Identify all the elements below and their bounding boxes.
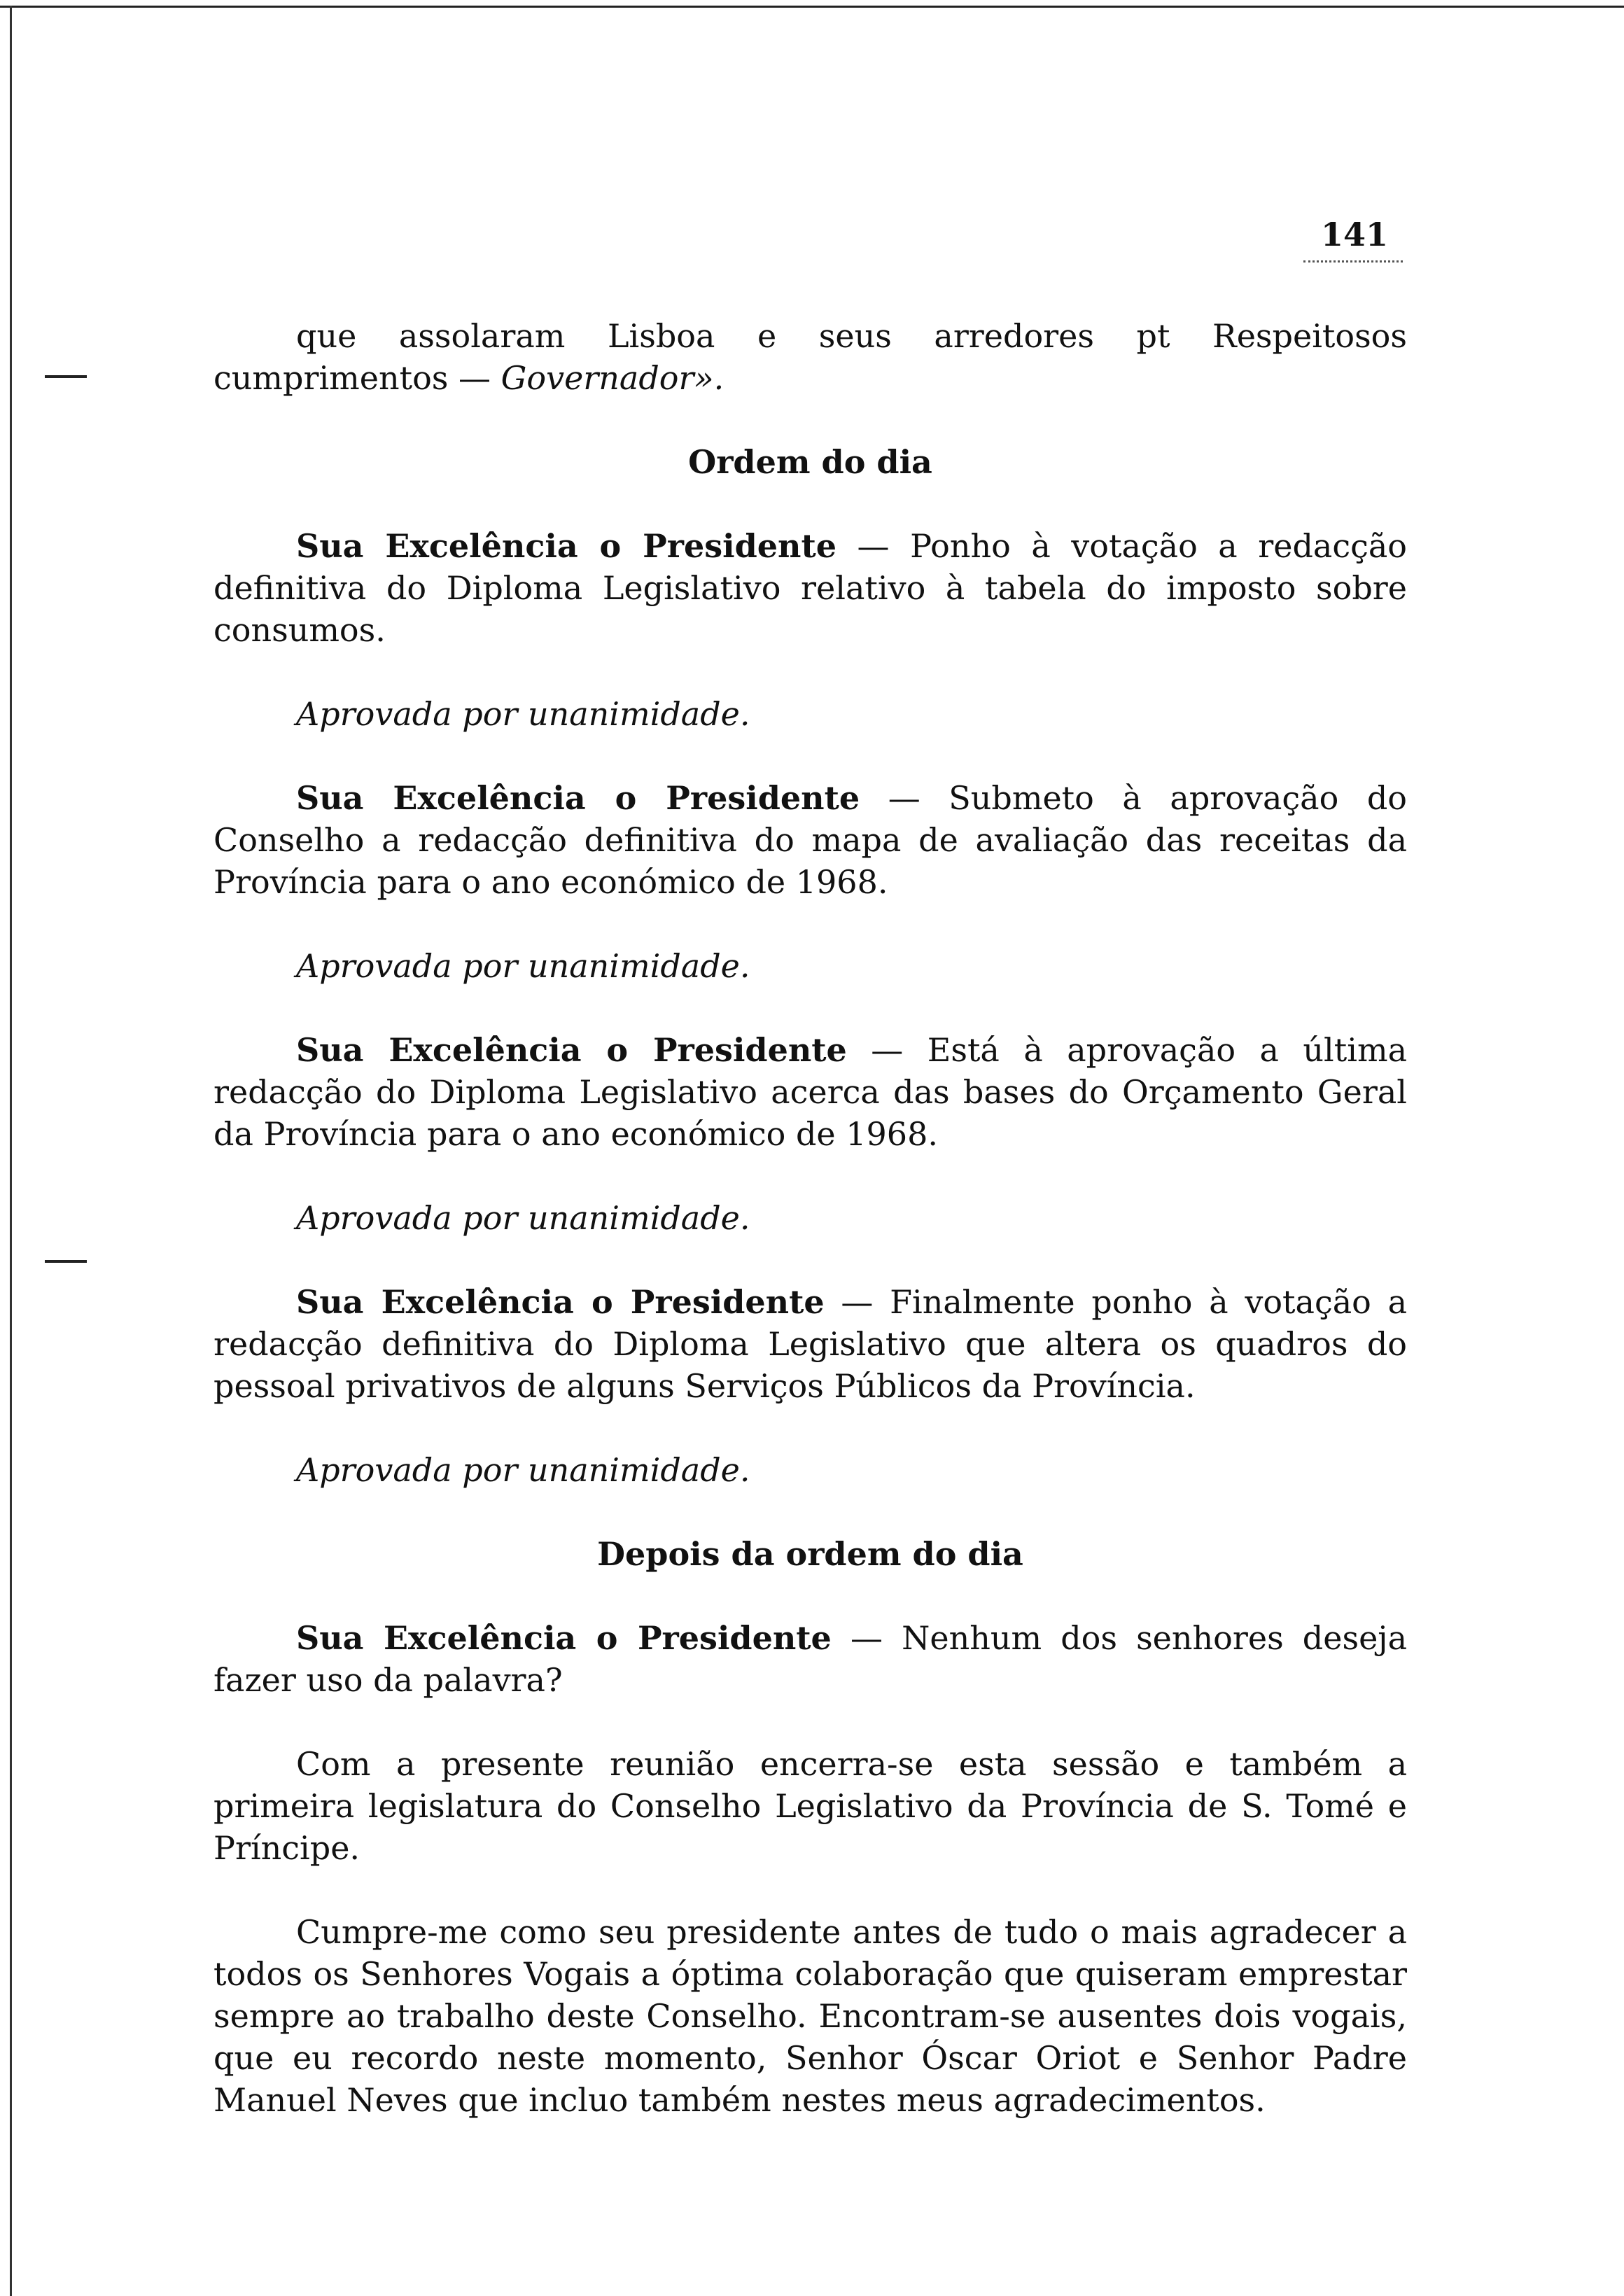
vote-result-1: Aprovada por unanimidade. — [296, 695, 750, 733]
opening-text: que assolaram Lisboa e seus arredores pt Respeitosos cumprimentos — — [214, 317, 1407, 397]
page-number: 141 — [1320, 216, 1389, 253]
speaker-label: Sua Excelência o Presidente — [296, 1031, 847, 1069]
vote-result-2: Aprovada por unanimidade. — [296, 947, 750, 985]
opening-signature: Governador». — [500, 359, 724, 397]
closing-paragraph-2: Cumpre-me como seu presidente antes de tudo o mais agradecer a todos os Senhores Vogais a óptima colaboração que quiseram emprestar sempre ao trabalho deste Conselho. Encontram-se ausentes dois vogais, que eu recordo neste momento, Senhor Óscar Oriot e Senhor Padre Manuel Neves que incluo também nestes meus agradecimentos. — [214, 1913, 1407, 2119]
speech-paragraph-2 — [214, 777, 1407, 903]
heading-depois-da-ordem-do-dia: Depois da ordem do dia — [597, 1535, 1023, 1573]
closing-speech-paragraph — [214, 1617, 1407, 1701]
margin-mark-2 — [45, 1260, 87, 1263]
opening-paragraph — [214, 315, 1407, 399]
speaker-label: Sua Excelência o Presidente — [296, 1283, 825, 1321]
closing-paragraph-1: Com a presente reunião encerra-se esta sessão e também a primeira legislatura do Conselho Legislativo da Província de S. Tomé e Príncipe. — [214, 1745, 1407, 1867]
speech-text: — Está à aprovação a última redacção do Diploma Legislativo acerca das bases do Orçamento Geral da Província para o ano económico de 1968. — [214, 1031, 1407, 1153]
speaker-label: Sua Excelência o Presidente — [296, 779, 860, 817]
page-body — [214, 315, 1407, 2163]
speech-paragraph-4 — [214, 1281, 1407, 1407]
speech-text: — Ponho à votação a redacção definitiva do Diploma Legislativo relativo à tabela do imposto sobre consumos. — [214, 527, 1407, 649]
speaker-label: Sua Excelência o Presidente — [296, 527, 837, 565]
scan-edge-top — [0, 6, 1624, 8]
speech-text: — Nenhum dos senhores deseja fazer uso da palavra? — [214, 1619, 1407, 1699]
vote-result-3: Aprovada por unanimidade. — [296, 1199, 750, 1237]
scan-edge-left — [10, 6, 12, 2296]
page-number-underline — [1303, 260, 1403, 262]
speaker-label: Sua Excelência o Presidente — [296, 1619, 832, 1657]
speech-paragraph-1 — [214, 525, 1407, 651]
speech-text: — Submeto à aprovação do Conselho a redacção definitiva do mapa de avaliação das receitas da Província para o ano económico de 1968. — [214, 779, 1407, 901]
speech-paragraph-3 — [214, 1029, 1407, 1155]
vote-result-4: Aprovada por unanimidade. — [296, 1451, 750, 1489]
speech-text: — Finalmente ponho à votação a redacção definitiva do Diploma Legislativo que altera os quadros do pessoal privativos de alguns Serviços Públicos da Província. — [214, 1283, 1407, 1405]
margin-mark-1 — [45, 375, 87, 378]
heading-ordem-do-dia: Ordem do dia — [688, 443, 932, 481]
